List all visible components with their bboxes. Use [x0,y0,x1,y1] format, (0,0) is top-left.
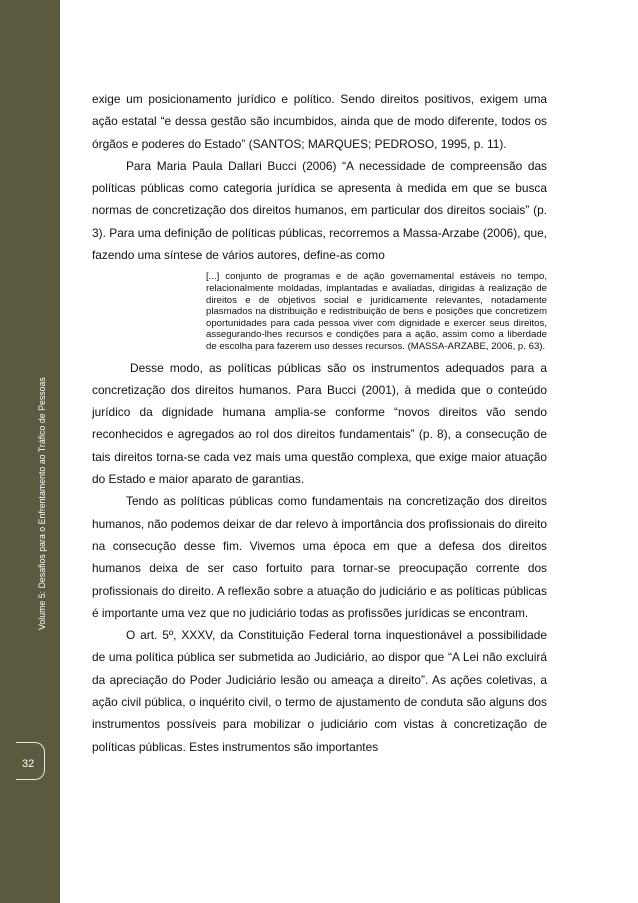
paragraph: Para Maria Paula Dallari Bucci (2006) “A necessidade de compreensão das políticas públicas como categoria jurídica se apresenta à medida em que se busca normas de concretização dos direitos humanos, em particular dos direitos sociais” (p. 3). Para uma definição de políticas públicas, recorremos a Massa-Arzabe (2006), que, fazendo uma síntese de vários autores, define-as como [92,158,547,263]
page-number: 32 [22,758,35,770]
sidebar [0,0,60,903]
page-content [92,88,547,758]
paragraph: exige um posicionamento jurídico e político. Sendo direitos positivos, exigem uma ação estatal “e dessa gestão são incumbidos, ainda que de modo diferente, todos os órgãos e poderes do Estado” (SANTOS; MARQUES; PEDROSO, 1995, p. 11). [92,92,547,151]
paragraph: O art. 5º, XXXV, da Constituição Federal torna inquestionável a possibilidade de uma política pública ser submetida ao Judiciário, ao dispor que “A Lei não excluirá da apreciação do Poder Judiciário lesão ou ameaça a direito”. As ações coletivas, a ação civil pública, o inquérito civil, o termo de ajustamento de conduta são alguns dos instrumentos possíveis para mobilizar o judiciário com vistas à concretização de políticas públicas. Estes instrumentos são importantes [92,628,547,754]
paragraph: Tendo as políticas públicas como fundamentais na concretização dos direitos humanos, não podemos deixar de dar relevo à importância dos profissionais do direito na consecução desse fim. Vivemos uma época em que a defesa dos direitos humanos deixa de ser caso fortuito para tornar-se preocupação corrente dos profissionais do direito. A reflexão sobre a atuação do judiciário e as políticas públicas é importante uma vez que no judiciário todas as profissões jurídicas se encontram. [92,494,547,620]
volume-title: Volume 5: Desafios para o Enfrentamento ao Tráfico de Pessoas [37,377,47,630]
block-quote: [...] conjunto de programas e de ação governamental estáveis no tempo, relacionalmente moldadas, implantadas e avaliadas, dirigidas à realização de direitos e de objetivos social e juridicamente relevantes, notadamente plasmados na distribuição e redistribuição de bens e posições que concretizem oportunidades para cada pessoa viver com dignidade e exercer seus direitos, assegurando-lhes recursos e condições para a ação, assim como a liberdade de escolha para fazerem uso desses recursos. (MASSA-ARZABE, 2006, p. 63). [206,271,547,352]
paragraph: Desse modo, as políticas públicas são os instrumentos adequados para a concretização dos direitos humanos. Para Bucci (2001), à medida que o conteúdo jurídico da dignidade humana amplia-se conforme “novos direitos vão sendo reconhecidos e agregados ao rol dos direitos fundamentais” (p. 8), a consecução de tais direitos torna-se cada vez mais uma questão complexa, que exige maior atuação do Estado e maior aparato de garantias. [92,360,547,487]
